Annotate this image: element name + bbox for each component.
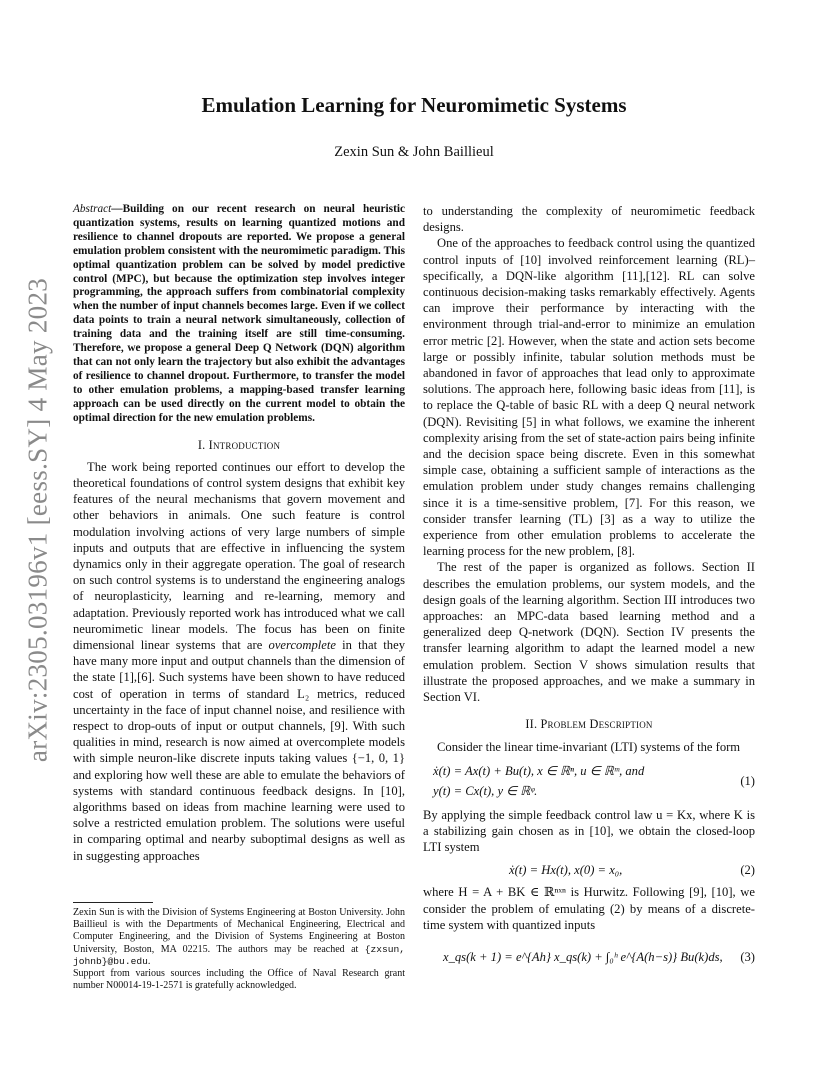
footnote-support: Support from various sources including the Office of Naval Research grant number N00014-19-1-2571 is gratefully acknowledged. [73, 968, 405, 992]
equation-number: (3) [740, 949, 755, 964]
section-numeral: II. [525, 717, 538, 732]
section-title: Problem Description [540, 717, 653, 732]
footnote [73, 902, 405, 992]
equation-3-body: x_qs(k + 1) = e^{Ah} x_qs(k) + ∫₀ʰ e^{A(h−s)} Bu(k)ds, [443, 949, 723, 964]
right-column [423, 203, 755, 973]
emphasis-overcomplete: overcomplete [268, 637, 336, 652]
equation-3 [423, 939, 755, 973]
footnote-rule [73, 902, 153, 903]
intro-paragraph-1-continued: to understanding the complexity of neuromimetic feedback designs. [423, 204, 755, 235]
equation-1 [423, 761, 755, 803]
equation-2 [423, 859, 755, 881]
author-emails: {zxsun, johnb}@bu.edu [73, 943, 405, 967]
arxiv-stamp [18, 270, 58, 770]
equation-2-body: ẋ(t) = Hx(t), x(0) = x₀, [509, 863, 623, 878]
paper-title: Emulation Learning for Neuromimetic Systems [201, 93, 627, 117]
left-column [73, 203, 405, 864]
intro-paragraph-3: The rest of the paper is organized as follows. Section II describes the emulation problems, our system models, and the design goals of the learning algorithm. Section III introduces two approaches: an MPC-data based learning method and a generalized deep Q-network (DQN). Section IV presents the transfer learning algorithm to adapt the learned model a new emulation problem. Section V shows simulation results that illustrate the proposed approaches, and we make a summary in Section VI. [423, 560, 755, 705]
abstract [73, 203, 405, 426]
abstract-lead: Abstract — [73, 203, 123, 215]
section-title: Introduction [208, 437, 281, 452]
intro-paragraph-2: One of the approaches to feedback control using the quantized control inputs of [10] involved reinforcement learning (RL)–specifically, a DQN-like algorithm [11],[12]. RL can solve continuous decision-making tasks remarkably effectively. Agents can improve their performance by interacting with the environment through trial-and-error to minimize an emulation error metric [2]. However, when the state and action sets become large or possibly infinite, tabular solution methods must be abandoned in favor of approaches that lead only to approximate solutions. The approach here, following basic ideas from [11], is to replace the Q-table of basic RL with a deep Q neural network (DQN). Revisiting [5] in what follows, we examine the inherent complexity arising from the set of state-action pairs being infinite and the decision space being discrete. Even in this somewhat simple case, obtaining a sufficient sample of interactions as the emulation problem under study changes remains challenging since it is a time-sensitive problem, [7]. For this reason, we consider transfer learning (TL) [3] as a way to utilize the experience from other emulation problems to accelerate the learning process for the new problem, [8]. [423, 236, 755, 559]
equation-number: (2) [740, 863, 755, 878]
abstract-text: Building on our recent research on neural heuristic quantization systems, results on learning quantized motions and resilience to channel dropouts are reported. We propose a general emulation problem consistent with the neuromimetic paradigm. This optimal quantization problem can be solved by model predictive control (MPC), but because the optimization step involves integer programming, the approach suffers from combinatorial complexity when the number of input channels becomes large. Even if we collect data points to train a neural network simultaneously, collection of training data and the training itself are still time-consuming. Therefore, we propose a general Deep Q Network (DQN) algorithm that can not only learn the trajectory but also exhibit the advantages of resilience to channel dropout. Furthermore, to transfer the model to other emulation problems, a mapping-based transfer learning approach can be used directly on the current model to obtain the optimal direction for the new emulation problems. [73, 203, 405, 424]
equation-1-row-2: y(t) = Cx(t), y ∈ ℝᵠ. [433, 783, 538, 798]
section-heading-problem-description [423, 716, 755, 732]
arxiv-stamp-text: arXiv:2305.03196v1 [eess.SY] 4 May 2023 [22, 277, 53, 763]
intro-paragraph-1: The work being reported continues our effort to develop the theoretical foundations of control system designs that exhibit key features of the neural mechanisms that govern movement and other behaviors in animals. One such feature is control modulation involving actions of very large numbers of simple inputs and outputs that are effective in influencing the system dynamics only in their aggregate operation. The goal of research on such control systems is to understand the engineering analogs of neuroplasticity, learning and re-learning, memory and adaptation. Previously reported work has introduced what we call neuromimetic linear models. The focus has been on finite dimensional linear systems that are overcomplete in that they have many more input and output channels than the dimension of the state [1],[6]. Such systems have been shown to have reduced cost of operation in terms of standard L₂ metrics, reduced uncertainty in the face of input channel noise, and resilience with respect to drop-outs of input or output channels, [9]. With such qualities in mind, research is now aimed at overcomplete models with simple neuron-like discrete inputs taking values {−1, 0, 1} and exploring how well these are able to emulate the behaviors of systems with standard continuous feedback designs. In [10], algorithms based on ideas from machine learning were used to solve a restricted emulation problem. The solutions were useful in comparing optimal and nearby suboptimal designs as well as in suggesting approaches [73, 459, 405, 863]
equation-number: (1) [740, 773, 755, 788]
paper-authors: Zexin Sun & John Baillieul [334, 144, 494, 160]
section-numeral: I. [197, 437, 206, 452]
problem-paragraph-2: By applying the simple feedback control law u = Kx, where K is a stabilizing gain chosen as in [10], we obtain the closed-loop LTI system [423, 807, 755, 855]
problem-paragraph-3: where H = A + BK ∈ ℝⁿˣⁿ is Hurwitz. Following [9], [10], we consider the problem of emulating (2) by means of a discrete-time system with quantized inputs [423, 885, 755, 932]
footnote-affiliation: Zexin Sun is with the Division of Systems Engineering at Boston University. John Baillieul is with the Departments of Mechanical Engineering, Electrical and Computer Engineering, and the Division of Systems Engineering at Boston University, Boston, MA 02215. The authors may be reached at {zxsun, johnb}@bu.edu. [73, 907, 405, 967]
equation-1-row-1: ẋ(t) = Ax(t) + Bu(t), x ∈ ℝⁿ, u ∈ ℝᵐ, and [433, 763, 645, 778]
section-heading-introduction [73, 437, 405, 453]
problem-paragraph-1: Consider the linear time-invariant (LTI) systems of the form [437, 739, 741, 754]
